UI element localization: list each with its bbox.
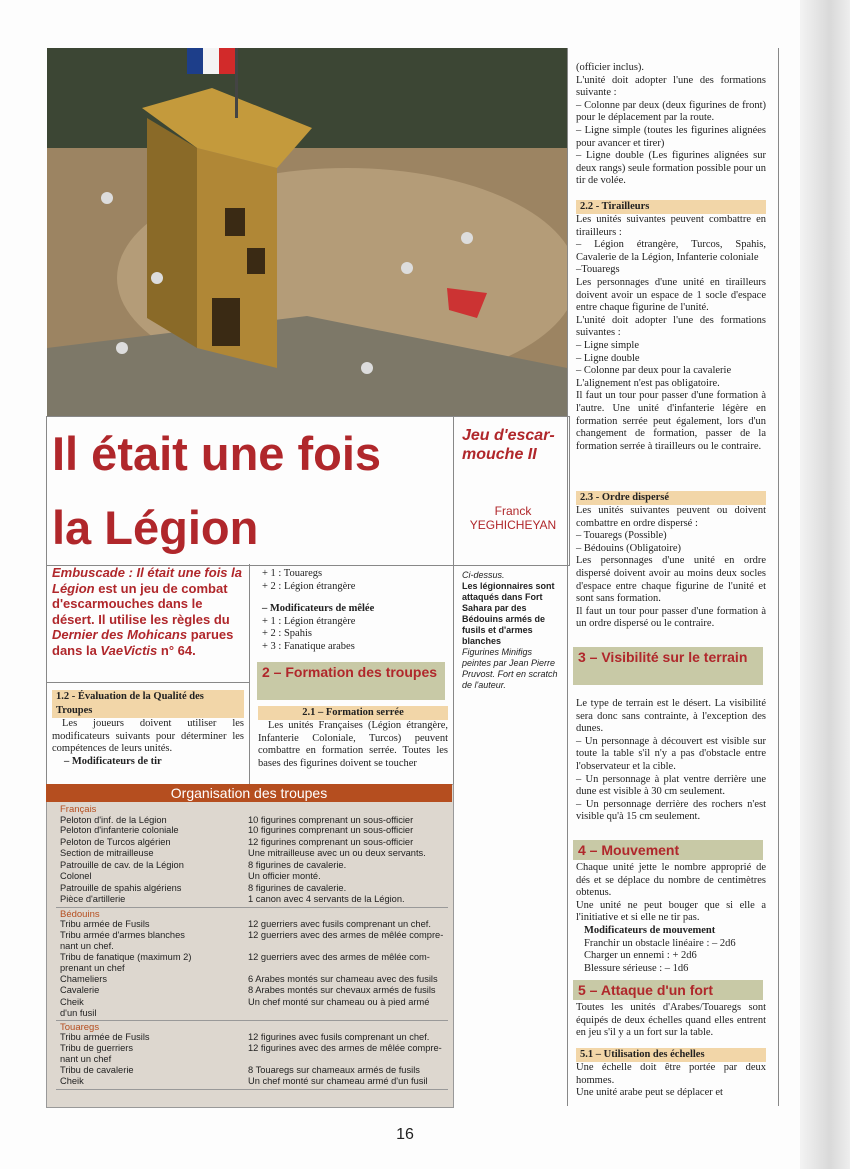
table-cell-unit: Tribu de guerriers xyxy=(60,1042,134,1053)
table-cell-composition: Un officier monté. xyxy=(248,871,321,881)
table-cell-unit: Cheik xyxy=(60,996,84,1007)
table-row xyxy=(60,1076,450,1087)
table-cell-unit: prenant un chef xyxy=(60,963,125,973)
intro-rule xyxy=(46,682,250,683)
table-cell-composition: 10 figurines comprenant un sous-officier xyxy=(248,825,414,835)
table-cell-composition: 12 figurines avec des armes de mêlée compre- xyxy=(248,1042,442,1053)
section-2-2 xyxy=(576,200,766,453)
table-cell-composition: 12 guerriers avec des armes de mêlée com- xyxy=(248,951,430,962)
column-rule-outer xyxy=(778,48,779,1106)
table-separator xyxy=(56,907,448,908)
section-2-heading: 2 – Formation des troupes xyxy=(257,662,445,700)
table-separator xyxy=(56,1020,448,1021)
table-cell-composition: 10 figurines comprenant un sous-officier xyxy=(248,814,414,825)
intro-game-title: Embuscade : Il était une fois la Légion xyxy=(52,565,242,596)
photo-illustration xyxy=(47,48,567,416)
intro-rules-title: Dernier des Mohicans xyxy=(52,627,188,642)
table-row xyxy=(60,1054,450,1065)
table-row xyxy=(60,919,450,930)
page-number: 16 xyxy=(396,1126,414,1143)
section-2-1-body: Les unités Françaises (Légion étrangère, Infanterie Coloniale, Turcos) peuvent combattre en formation serrée. Toutes les bases des figurines doivent se toucher xyxy=(258,720,448,769)
table-row xyxy=(60,1032,450,1043)
table-cell-unit: Patrouille de spahis algériens xyxy=(60,882,182,893)
table-row xyxy=(60,941,450,952)
table-row xyxy=(60,930,450,941)
table-separator xyxy=(56,1089,448,1090)
melee-spahis: + 2 : Spahis xyxy=(262,628,312,640)
table-cell-unit: nant un chef xyxy=(60,1054,112,1064)
table-row xyxy=(60,871,450,882)
table-row xyxy=(60,815,450,826)
table-cell-composition: Une mitrailleuse avec un ou deux servants. xyxy=(248,848,426,858)
table-cell-unit: nant un chef. xyxy=(60,941,114,951)
column-rule-left xyxy=(46,564,47,784)
section-4-heading: 4 – Mouvement xyxy=(573,840,763,860)
section-2-1-heading: 2.1 – Formation serrée xyxy=(258,706,448,720)
page-spine-shadow xyxy=(800,0,850,1169)
table-cell-composition: 8 figurines de cavalerie. xyxy=(248,882,347,893)
table-row xyxy=(60,848,450,859)
section-4-body xyxy=(576,862,766,975)
section-5-heading: 5 – Attaque d'un fort xyxy=(573,980,763,1000)
table-row xyxy=(60,860,450,871)
intro-text-2: parues dans la xyxy=(52,627,234,658)
section-2-1 xyxy=(258,706,448,770)
intro-paragraph xyxy=(52,565,244,658)
section-3-body: Le type de terrain est le désert. La visibilité sera donc sans contrainte, à l'exception des dunes. – Un personnage à découvert est visible sur toute la table s'il n'y a pas d'obstacle entre l'observateur et la cible. – Un personnage à plat ventre derrière une dune est visible à 30 cm seulement. – Un personnage derrière des rochers n'est visible qu'à 15 cm seulement. xyxy=(576,698,766,823)
table-cell-unit: Tribu de cavalerie xyxy=(60,1064,134,1075)
table-cell-unit: Peloton d'inf. de la Légion xyxy=(60,814,167,825)
column-rule-right xyxy=(567,48,568,1106)
section-2-3-body: Les unités suivantes peuvent ou doivent combattre en ordre dispersé : – Touaregs (Possible) – Bédouins (Obligatoire) Les personnages d'une unité en ordre dispersé doivent avoir au moins deux socles d'espace entre chaque figurine de l'unité et sont sans formation. Il faut un tour pour passer d'une formation à un ordre dispersé ou le contraire. xyxy=(576,505,766,630)
melee-fanatics: + 3 : Fanatique arabes xyxy=(262,640,355,652)
table-cell-unit: Cavalerie xyxy=(60,985,100,995)
troops-table-title: Organisation des troupes xyxy=(46,784,452,802)
title-divider xyxy=(453,416,454,564)
section-4-text: Chaque unité jette le nombre approprié de dés et se déplace du nombre de centimètres obtenus. Une unité ne peut bouger que si elle a l'initiative et si elle ne tir pas. xyxy=(576,862,766,924)
table-row xyxy=(60,837,450,848)
movement-mod-1: Franchir un obstacle linéaire : – 2d6 xyxy=(584,937,736,949)
intro-text-1: est un jeu de combat d'escarmouches dans le désert. Il utilise les règles du xyxy=(52,580,230,627)
table-cell-composition: Un chef monté sur chameau ou à pied armé xyxy=(248,996,430,1007)
melee-modifiers-label: – Modificateurs de mêlée xyxy=(262,603,375,615)
table-cell-composition: 8 Touaregs sur chameaux armés de fusils xyxy=(248,1064,420,1075)
modifiers-column xyxy=(262,568,448,654)
table-cell-composition: 8 figurines de cavalerie. xyxy=(248,859,347,870)
title-line-1: Il était une fois xyxy=(52,427,382,480)
table-row xyxy=(60,883,450,894)
table-cell-unit: Pièce d'artillerie xyxy=(60,894,126,904)
table-cell-composition: 12 guerriers avec fusils comprenant un chef. xyxy=(248,919,431,929)
melee-legion: + 1 : Légion étrangère xyxy=(262,615,356,627)
article-title xyxy=(52,424,452,558)
caption-lead: Ci-dessus. xyxy=(462,570,505,580)
section-5-1-body: Une échelle doit être portée par deux hommes. Une unité arabe peut se déplacer et xyxy=(576,1062,766,1099)
movement-mod-3: Blessure sérieuse : – 1d6 xyxy=(584,962,689,974)
table-cell-composition: 1 canon avec 4 servants de la Légion. xyxy=(248,894,405,904)
title-line-2: la Légion xyxy=(52,501,259,554)
table-cell-composition: 12 figurines comprenant un sous-officier xyxy=(248,836,414,847)
table-cell-composition: 12 figurines avec fusils comprenant un chef. xyxy=(248,1032,430,1042)
section-2-3-heading: 2.3 - Ordre dispersé xyxy=(576,491,766,505)
table-cell-unit: Tribu armée d'armes blanches xyxy=(60,929,185,940)
section-1-2-heading: 1.2 - Évaluation de la Qualité des Troupes xyxy=(52,690,244,718)
table-group-label: Bédouins xyxy=(60,908,100,920)
photo-caption xyxy=(462,570,562,691)
intro-magazine: VaeVictis xyxy=(100,642,158,658)
section-3-heading: 3 – Visibilité sur le terrain xyxy=(573,647,763,685)
table-row xyxy=(60,1065,450,1076)
section-5-1 xyxy=(576,1048,766,1100)
table-row xyxy=(60,1008,450,1019)
caption-credits: Figurines Minifigs peintes par Jean Pierre Pruvost. Fort en scratch de l'auteur. xyxy=(462,647,558,690)
section-2-3 xyxy=(576,491,766,631)
section-2-2-body: Les unités suivantes peuvent combattre en tirailleurs : – Légion étrangère, Turcos, Spahis, Cavalerie de la Légion, Infanterie coloniale –Touaregs Les personnages d'une unité en tirailleurs doivent avoir un espace de 1 socle d'espace entre chaque figurine de l'unité. L'unité doit adopter l'une des formations suivantes : – Ligne simple – Ligne double – Colonne par deux pour la cavalerie L'alignement n'est pas obligatoire. Il faut un tour pour passer d'une formation à l'autre. Une unité d'infanterie légère en formation serrée peut également, lors d'un changement de formation, passer de la formation serrée à tirailleurs ou le contraire. xyxy=(576,214,766,452)
intro-text-3: n° 64. xyxy=(157,642,196,658)
article-subtitle: Jeu d'escar-mouche II xyxy=(462,427,555,463)
table-cell-composition: Un chef monté sur chameau armé d'un fusil xyxy=(248,1076,428,1086)
table-row xyxy=(60,894,450,905)
caption-main: Les légionnaires sont attaqués dans Fort Sahara par des Bédouins armés de fusils et d'armes blanches xyxy=(462,581,555,646)
column-rule-mid xyxy=(249,564,250,784)
table-cell-composition: 6 Arabes montés sur chameau avec des fusils xyxy=(248,973,438,984)
table-cell-composition: 8 Arabes montés sur chevaux armés de fusils xyxy=(248,985,436,995)
author-byline xyxy=(458,504,568,532)
table-cell-unit: Tribu de fanatique (maximum 2) xyxy=(60,951,192,962)
table-row xyxy=(60,963,450,974)
movement-modifiers-label: Modificateurs de mouvement xyxy=(584,924,716,936)
table-row xyxy=(60,952,450,963)
mod-touaregs: + 1 : Touaregs xyxy=(262,568,323,579)
author-last-name: YEGHICHEYAN xyxy=(469,518,557,532)
section-1-2 xyxy=(52,690,244,768)
author-first-name: Franck xyxy=(494,504,532,518)
table-cell-composition: 12 guerriers avec des armes de mêlée compre- xyxy=(248,929,444,940)
table-cell-unit: Section de mitrailleuse xyxy=(60,848,154,858)
table-cell-unit: Peloton d'infanterie coloniale xyxy=(60,825,179,835)
table-cell-unit: Peloton de Turcos algérien xyxy=(60,836,171,847)
table-cell-unit: Colonel xyxy=(60,871,92,881)
table-cell-unit: Tribu armée de Fusils xyxy=(60,1032,150,1042)
section-5-1-heading: 5.1 – Utilisation des échelles xyxy=(576,1048,766,1062)
table-cell-unit: Chameliers xyxy=(60,973,108,984)
column-rule-caption xyxy=(453,564,454,784)
table-cell-unit: Cheik xyxy=(60,1076,84,1086)
formation-continuation: (officier inclus). L'unité doit adopter l'une des formations suivante : – Colonne par deux (deux figurines de front) pour le déplacement par la route. – Ligne simple (toutes les figurines alignées pour avancer et tirer) – Ligne double (Les figurines alignées sur deux rangs) seule formation possible pour un tir de volée. xyxy=(576,62,766,187)
section-2-2-heading: 2.2 - Tirailleurs xyxy=(576,200,766,214)
table-row xyxy=(60,985,450,996)
movement-mod-2: Charger un ennemi : + 2d6 xyxy=(584,950,697,962)
table-group-label: Touaregs xyxy=(60,1021,100,1033)
table-row xyxy=(60,825,450,836)
photo-legion-fort xyxy=(47,48,567,416)
table-row xyxy=(60,1043,450,1054)
table-row xyxy=(60,974,450,985)
table-row xyxy=(60,997,450,1008)
section-1-2-body: Les joueurs doivent utiliser les modificateurs suivants pour déterminer les compétences de leurs unités. xyxy=(52,718,244,755)
table-group-label: Français xyxy=(60,804,97,815)
fire-modifiers-label: – Modificateurs de tir xyxy=(64,755,162,767)
table-cell-unit: Tribu armée de Fusils xyxy=(60,919,150,929)
section-5-body: Toutes les unités d'Arabes/Touaregs sont équipés de deux échelles quand elles entrent en jeu s'il y a un fort sur la table. xyxy=(576,1002,766,1039)
table-cell-unit: Patrouille de cav. de la Légion xyxy=(60,859,184,870)
mod-legion: + 2 : Légion étrangère xyxy=(262,580,356,592)
table-cell-unit: d'un fusil xyxy=(60,1008,97,1018)
